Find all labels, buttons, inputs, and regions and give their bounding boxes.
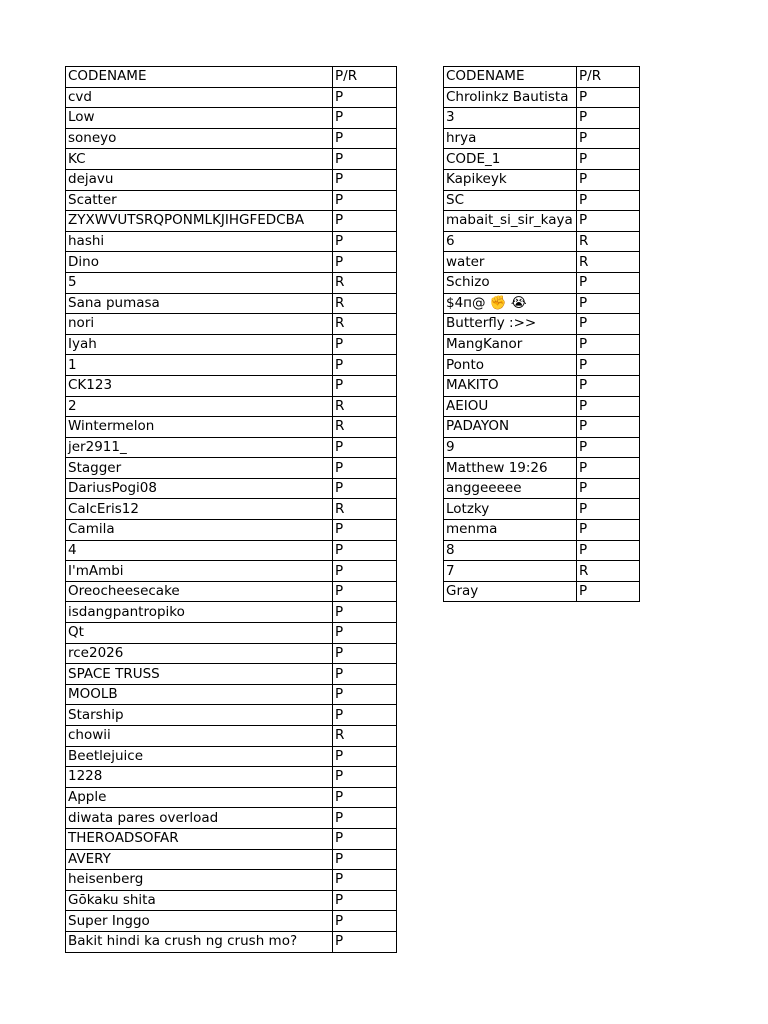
codename-cell: KC: [66, 149, 333, 170]
codename-cell: Super Inggo: [66, 911, 333, 932]
codename-cell: Schizo: [444, 272, 577, 293]
table-row: [66, 581, 397, 602]
pr-cell: P: [333, 128, 397, 149]
pr-cell: P: [577, 540, 640, 561]
codename-cell: $4п@ ✊ 😭: [444, 293, 577, 314]
codename-cell: Butterfly :>>: [444, 314, 577, 335]
pr-cell: P: [577, 169, 640, 190]
codename-cell: isdangpantropiko: [66, 602, 333, 623]
pr-cell: P: [333, 190, 397, 211]
table-row: [444, 499, 640, 520]
codename-cell: rce2026: [66, 643, 333, 664]
codename-cell: Apple: [66, 787, 333, 808]
codename-cell: Camila: [66, 520, 333, 541]
pr-cell: P: [333, 437, 397, 458]
table-row: [66, 190, 397, 211]
pr-cell: P: [577, 520, 640, 541]
table-row: [66, 808, 397, 829]
table-row: [444, 540, 640, 561]
pr-cell: P: [333, 520, 397, 541]
table-row: [66, 417, 397, 438]
pr-cell: P: [333, 623, 397, 644]
pr-cell: P: [577, 149, 640, 170]
table-row: [66, 664, 397, 685]
codename-cell: cvd: [66, 87, 333, 108]
codename-cell: 8: [444, 540, 577, 561]
codename-cell: MangKanor: [444, 334, 577, 355]
pr-cell: P: [333, 211, 397, 232]
table-row: [66, 355, 397, 376]
table-row: [444, 396, 640, 417]
table-row: [66, 684, 397, 705]
codename-cell: 1: [66, 355, 333, 376]
codename-cell: THEROADSOFAR: [66, 828, 333, 849]
codename-cell: AEIOU: [444, 396, 577, 417]
codename-cell: Gōkaku shita: [66, 890, 333, 911]
table-body: [66, 67, 397, 953]
pr-cell: R: [577, 231, 640, 252]
table-row: [66, 602, 397, 623]
codename-cell: Scatter: [66, 190, 333, 211]
codename-cell: jer2911_: [66, 437, 333, 458]
pr-cell: P: [333, 87, 397, 108]
codename-cell: Matthew 19:26: [444, 458, 577, 479]
pr-cell: P: [333, 478, 397, 499]
pr-cell: P: [333, 808, 397, 829]
table-row: [66, 334, 397, 355]
pr-cell: P: [333, 375, 397, 396]
codename-cell: dejavu: [66, 169, 333, 190]
codename-cell: Low: [66, 108, 333, 129]
pr-cell: P: [333, 602, 397, 623]
table-row: [66, 746, 397, 767]
codename-cell: 1228: [66, 767, 333, 788]
pr-cell: R: [333, 499, 397, 520]
table-row: [444, 293, 640, 314]
table-row: [66, 458, 397, 479]
codename-cell: CODE_1: [444, 149, 577, 170]
pr-cell: P: [577, 128, 640, 149]
codename-cell: DariusPogi08: [66, 478, 333, 499]
codename-cell: Chrolinkz Bautista: [444, 87, 577, 108]
table-row: [66, 108, 397, 129]
table-row: [444, 581, 640, 602]
pr-cell: P: [333, 581, 397, 602]
codename-cell: anggeeeee: [444, 478, 577, 499]
table-row: [444, 211, 640, 232]
codename-cell: Ponto: [444, 355, 577, 376]
codename-cell: Starship: [66, 705, 333, 726]
header-row: [66, 67, 397, 88]
table-row: [66, 128, 397, 149]
codename-cell: Dino: [66, 252, 333, 273]
pr-cell: P: [333, 931, 397, 952]
codename-cell: Gray: [444, 581, 577, 602]
codename-cell: CK123: [66, 375, 333, 396]
table-row: [66, 499, 397, 520]
codename-cell: Bakit hindi ka crush ng crush mo?: [66, 931, 333, 952]
table-row: [66, 169, 397, 190]
table-row: [444, 375, 640, 396]
table-row: [66, 767, 397, 788]
codename-cell: nori: [66, 314, 333, 335]
table-row: [66, 478, 397, 499]
table-row: [444, 458, 640, 479]
pr-cell: P: [333, 252, 397, 273]
pr-cell: P: [333, 705, 397, 726]
pr-cell: P: [333, 108, 397, 129]
codename-cell: AVERY: [66, 849, 333, 870]
pr-cell: P: [577, 272, 640, 293]
codename-cell: MOOLB: [66, 684, 333, 705]
codename-header: CODENAME: [66, 67, 333, 88]
codename-table-left: [65, 66, 397, 953]
table-row: [444, 417, 640, 438]
pr-cell: P: [333, 890, 397, 911]
table-row: [66, 396, 397, 417]
pr-cell: P: [333, 334, 397, 355]
pr-cell: P: [333, 561, 397, 582]
table-row: [444, 252, 640, 273]
pr-cell: R: [333, 726, 397, 747]
table-row: [66, 272, 397, 293]
codename-cell: Beetlejuice: [66, 746, 333, 767]
codename-cell: hrya: [444, 128, 577, 149]
codename-cell: Kapikeyk: [444, 169, 577, 190]
codename-cell: mabait_si_sir_kaya: [444, 211, 577, 232]
table-row: [66, 561, 397, 582]
pr-cell: P: [577, 87, 640, 108]
table-row: [66, 520, 397, 541]
pr-cell: P: [333, 684, 397, 705]
table-row: [444, 478, 640, 499]
pr-cell: R: [333, 272, 397, 293]
table-row: [66, 828, 397, 849]
pr-cell: P: [333, 355, 397, 376]
pr-cell: P: [577, 293, 640, 314]
table-row: [66, 437, 397, 458]
pr-cell: P: [577, 417, 640, 438]
codename-cell: Sana pumasa: [66, 293, 333, 314]
table-row: [66, 149, 397, 170]
pr-cell: R: [333, 396, 397, 417]
table-row: [66, 931, 397, 952]
codename-cell: ZYXWVUTSRQPONMLKJIHGFEDCBA: [66, 211, 333, 232]
pr-cell: P: [577, 314, 640, 335]
codename-cell: 6: [444, 231, 577, 252]
codename-cell: MAKITO: [444, 375, 577, 396]
pr-cell: P: [577, 190, 640, 211]
codename-cell: Qt: [66, 623, 333, 644]
codename-cell: hashi: [66, 231, 333, 252]
pr-cell: P: [333, 169, 397, 190]
table-row: [66, 849, 397, 870]
codename-table-right: [443, 66, 640, 602]
pr-cell: R: [577, 561, 640, 582]
pr-cell: P: [333, 458, 397, 479]
pr-cell: P: [577, 478, 640, 499]
table-row: [444, 190, 640, 211]
table-row: [444, 272, 640, 293]
codename-cell: 2: [66, 396, 333, 417]
pr-cell: P: [333, 664, 397, 685]
table-row: [444, 437, 640, 458]
table-row: [66, 375, 397, 396]
pr-cell: P: [333, 849, 397, 870]
codename-cell: PADAYON: [444, 417, 577, 438]
codename-cell: Oreocheesecake: [66, 581, 333, 602]
header-row: [444, 67, 640, 88]
pr-cell: P: [333, 787, 397, 808]
pr-cell: P: [333, 828, 397, 849]
codename-cell: Iyah: [66, 334, 333, 355]
table-row: [66, 211, 397, 232]
table-row: [66, 911, 397, 932]
codename-cell: I'mAmbi: [66, 561, 333, 582]
pr-cell: P: [333, 870, 397, 891]
pr-header: P/R: [333, 67, 397, 88]
table-row: [444, 314, 640, 335]
pr-cell: P: [333, 911, 397, 932]
table-row: [66, 643, 397, 664]
pr-cell: P: [577, 108, 640, 129]
codename-cell: diwata pares overload: [66, 808, 333, 829]
pr-cell: R: [333, 314, 397, 335]
codename-cell: SPACE TRUSS: [66, 664, 333, 685]
codename-cell: 9: [444, 437, 577, 458]
codename-header: CODENAME: [444, 67, 577, 88]
table-row: [66, 870, 397, 891]
table-row: [444, 355, 640, 376]
table-row: [444, 334, 640, 355]
table-row: [66, 87, 397, 108]
table-row: [444, 561, 640, 582]
pr-cell: R: [333, 293, 397, 314]
pr-cell: P: [577, 355, 640, 376]
table-body: [444, 67, 640, 602]
table-row: [444, 520, 640, 541]
table-row: [66, 726, 397, 747]
table-row: [444, 149, 640, 170]
table-row: [66, 231, 397, 252]
codename-cell: water: [444, 252, 577, 273]
codename-cell: heisenberg: [66, 870, 333, 891]
codename-cell: Lotzky: [444, 499, 577, 520]
pr-cell: P: [577, 581, 640, 602]
pr-cell: P: [333, 746, 397, 767]
pr-cell: P: [333, 767, 397, 788]
table-row: [66, 314, 397, 335]
pr-cell: P: [577, 375, 640, 396]
pr-cell: P: [577, 211, 640, 232]
pr-cell: P: [577, 334, 640, 355]
table-row: [66, 293, 397, 314]
codename-cell: 5: [66, 272, 333, 293]
table-row: [66, 623, 397, 644]
pr-cell: P: [333, 231, 397, 252]
codename-cell: 7: [444, 561, 577, 582]
codename-cell: 4: [66, 540, 333, 561]
pr-cell: P: [333, 149, 397, 170]
pr-cell: P: [333, 643, 397, 664]
table-row: [444, 108, 640, 129]
codename-cell: SC: [444, 190, 577, 211]
codename-cell: Stagger: [66, 458, 333, 479]
pr-cell: R: [577, 252, 640, 273]
table-row: [66, 540, 397, 561]
codename-cell: chowii: [66, 726, 333, 747]
pr-cell: P: [577, 458, 640, 479]
codename-cell: 3: [444, 108, 577, 129]
codename-cell: menma: [444, 520, 577, 541]
table-row: [66, 705, 397, 726]
pr-cell: R: [333, 417, 397, 438]
pr-cell: P: [577, 437, 640, 458]
table-row: [444, 231, 640, 252]
table-row: [444, 87, 640, 108]
pr-cell: P: [577, 499, 640, 520]
pr-header: P/R: [577, 67, 640, 88]
codename-cell: CalcEris12: [66, 499, 333, 520]
table-row: [444, 128, 640, 149]
table-row: [444, 169, 640, 190]
table-row: [66, 787, 397, 808]
codename-cell: Wintermelon: [66, 417, 333, 438]
pr-cell: P: [577, 396, 640, 417]
codename-cell: soneyo: [66, 128, 333, 149]
pr-cell: P: [333, 540, 397, 561]
table-row: [66, 252, 397, 273]
table-row: [66, 890, 397, 911]
